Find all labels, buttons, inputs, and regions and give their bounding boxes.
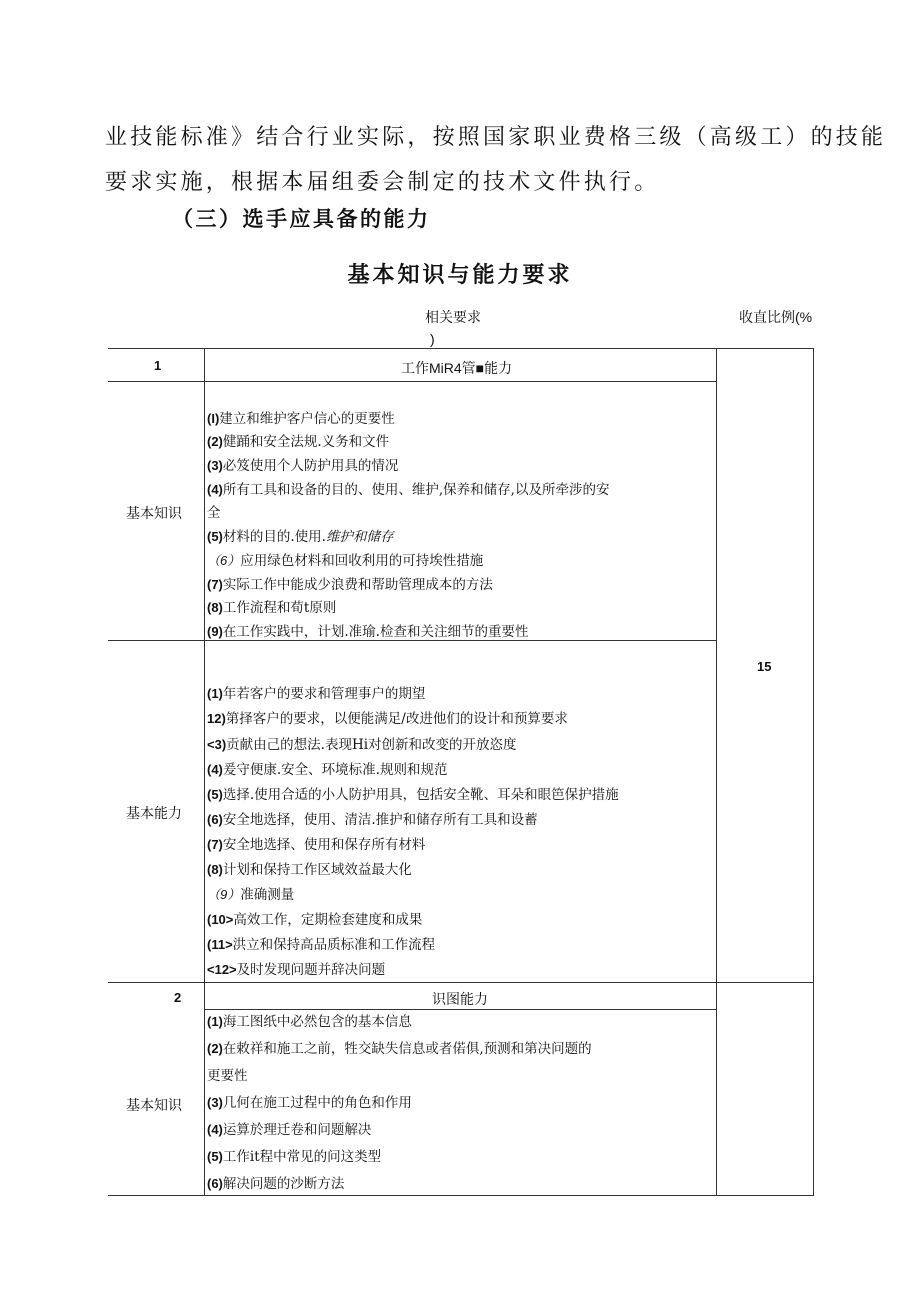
section1-knowledge-label: 基本知识 — [126, 505, 182, 521]
section1-ratio: 15 — [757, 659, 772, 674]
section1-title: 工作MiR4管■能力 — [401, 360, 513, 376]
section2-title: 识图能力 — [432, 991, 488, 1007]
list-item: (8)计划和保持工作区域效益最大化 — [207, 862, 412, 878]
intro-line-1: 业技能标准》结合行业实际，按照国家职业费格三级（高级工）的技能 — [105, 125, 887, 150]
list-item: (2)健踊和安全法规.义务和文件 — [207, 434, 390, 450]
list-item: (7)安全地选择、使用和保存所有材料 — [207, 837, 426, 853]
list-item: （6）应用绿色材料和回收利用的可持埃性措施 — [207, 553, 484, 569]
list-item: 更要性 — [207, 1068, 248, 1084]
list-item: (3)几何在施工过程中的角色和作用 — [207, 1095, 412, 1111]
list-item: <3)贡献由己的想法.表现Hi对创新和改变的开放恣度 — [207, 737, 517, 753]
list-item: (8)工作流程和荀t原则 — [207, 600, 337, 616]
section2-knowledge-label: 基本知识 — [126, 1097, 182, 1113]
list-item: (2)在敕祥和施工之前，牲交缺失信息或者偌俱,预测和第决问题的 — [207, 1041, 592, 1057]
section1-ability-label: 基本能力 — [126, 805, 182, 821]
section1-number: 1 — [154, 358, 162, 373]
list-item: （9）准确测量 — [207, 887, 295, 903]
table-title: 基本知识与能力要求 — [347, 262, 573, 288]
column-header-requirement-wrap: ) — [430, 331, 435, 347]
section2-number: 2 — [174, 990, 182, 1005]
list-item: (4)所有工具和设备的目的、使用、维护,保养和储存,以及所牵涉的安 — [207, 482, 610, 498]
list-item: (3)必笈使用个人防护用具的情况 — [207, 458, 399, 474]
list-item: (9)在工作实践中，计划.准瑜.检查和关注细节的重要性 — [207, 624, 529, 640]
list-item: (10>高效工作，定期检套建度和成果 — [207, 912, 423, 928]
list-item: (1)年若客户的要求和管理事户的期望 — [207, 686, 426, 702]
intro-line-2: 要求实施，根据本届组委会制定的技术文件执行。 — [105, 170, 660, 195]
list-item: 全 — [207, 505, 221, 521]
list-item: 12)第择客户的要求，以便能满足/改进他们的设计和预算要求 — [207, 711, 568, 727]
list-item: (5)材料的目的.使用.维护和储存 — [207, 529, 394, 545]
list-item: (6)解决问题的沙断方法 — [207, 1176, 345, 1192]
list-item: (11>洪立和保持高品质标准和工作流程 — [207, 937, 436, 953]
section-heading: （三）选手应具备的能力 — [172, 206, 431, 231]
list-item: (I)建立和维护客户信心的更要性 — [207, 411, 395, 427]
list-item: (7)实际工作中能成少浪费和帮助管理成本的方法 — [207, 577, 493, 593]
list-item: (4)爰守便康.安全、环境标准.规则和规范 — [207, 762, 448, 778]
list-item: <12>及时发现问题并辞决问题 — [207, 962, 386, 978]
column-header-requirement: 相关要求 — [425, 309, 481, 325]
list-item: (4)运算於理迁卷和问题解决 — [207, 1122, 372, 1138]
list-item: (5)选择.使用合适的小人防护用具，包括安全靴、耳朵和眼笆保护措施 — [207, 787, 619, 803]
list-item: (6)安全地选择，使用、清洁.推护和储存所有工具和设蓄 — [207, 812, 538, 828]
list-item: (1)海工图纸中必然包含的基本信息 — [207, 1014, 412, 1030]
list-item: (5)工作it程中常见的问这类型 — [207, 1149, 382, 1165]
column-header-ratio: 收直比例(% — [739, 309, 813, 325]
